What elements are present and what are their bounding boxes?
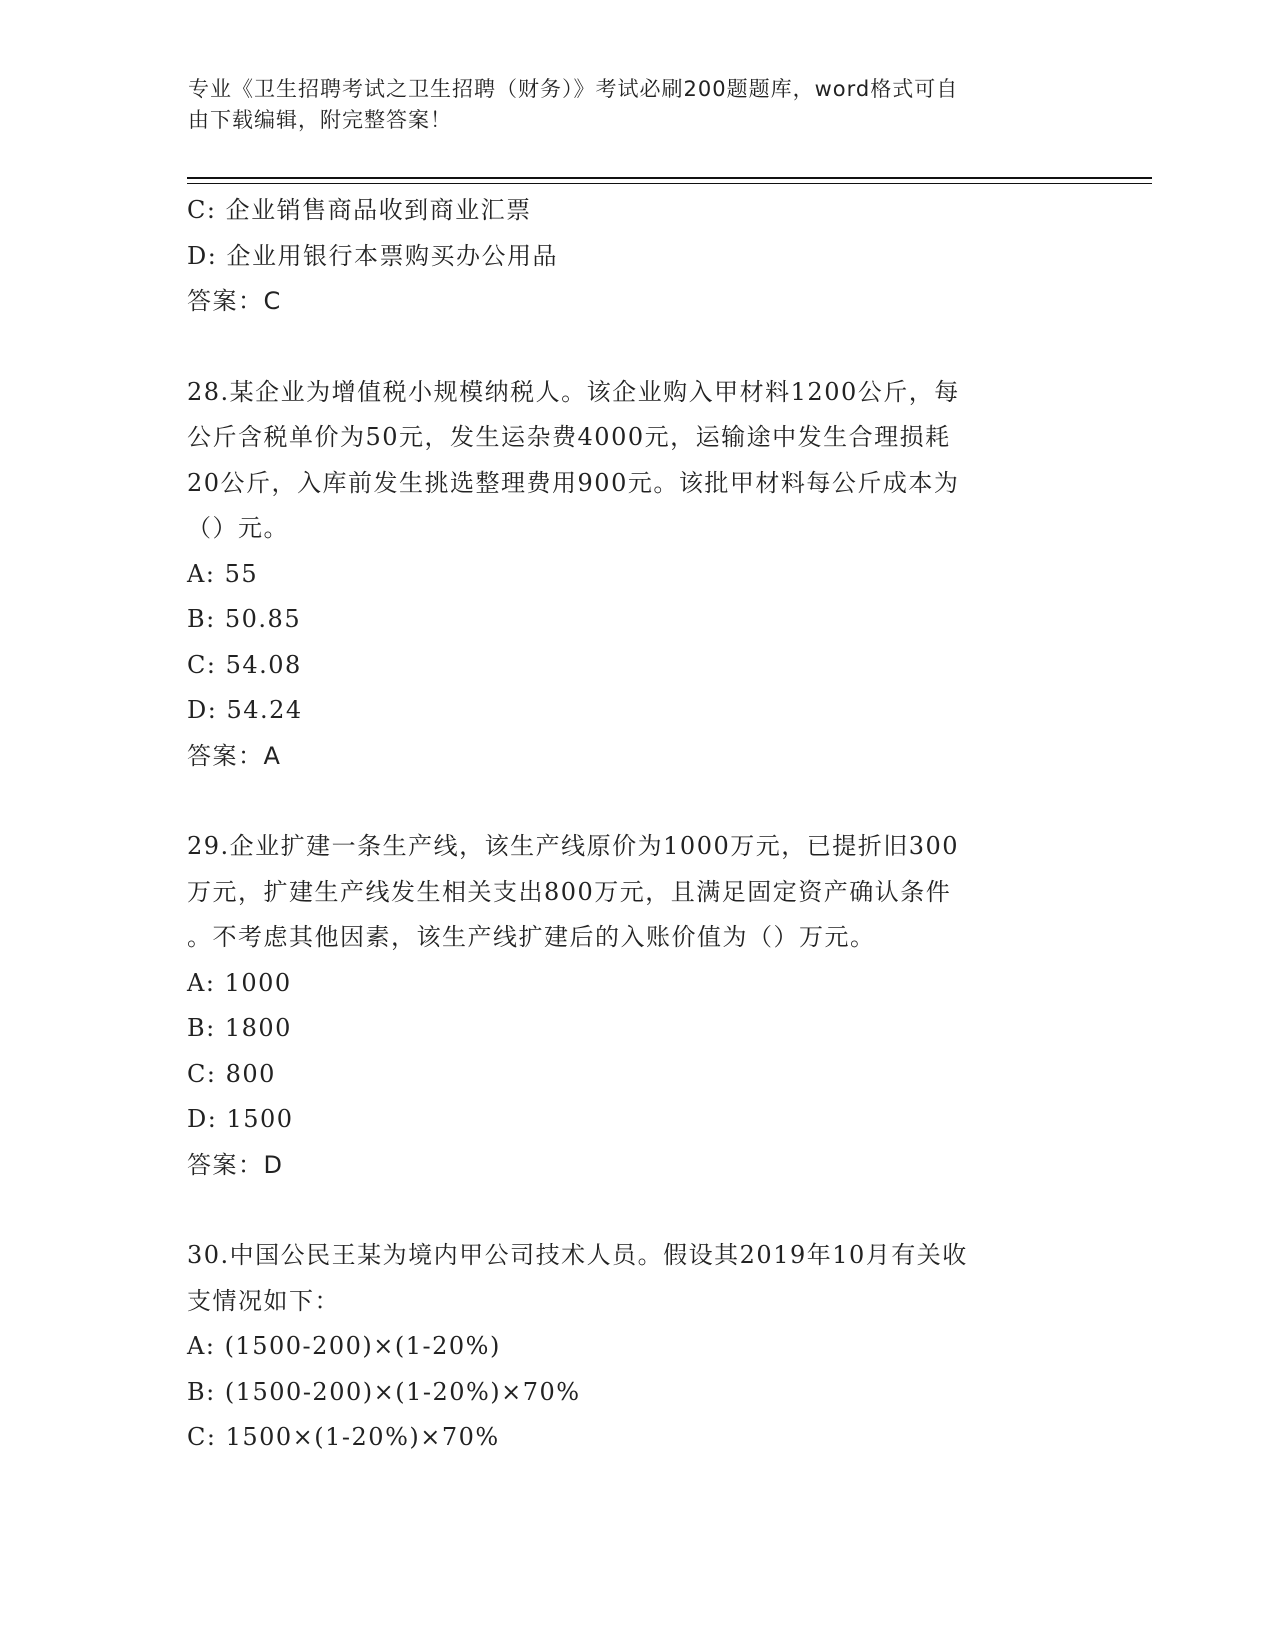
question-stem-line: 万元，扩建生产线发生相关支出800万元，且满足固定资产确认条件 bbox=[187, 877, 952, 906]
question-stem-line: 30.中国公民王某为境内甲公司技术人员。假设其2019年10月有关收 bbox=[187, 1241, 968, 1269]
question-stem-line: （）元。 bbox=[187, 514, 289, 542]
option-text: 企业销售商品收到商业汇票 bbox=[225, 196, 532, 224]
option-c bbox=[187, 1052, 1087, 1098]
option-label: C: bbox=[187, 1059, 217, 1088]
question-30 bbox=[187, 1233, 1087, 1461]
option-label: D: bbox=[187, 1105, 218, 1133]
option-b bbox=[187, 597, 1087, 643]
option-label: A: bbox=[187, 968, 216, 997]
option-text: 1000 bbox=[224, 968, 292, 997]
header-rule-thin bbox=[187, 183, 1152, 184]
option-text: 800 bbox=[225, 1059, 276, 1088]
option-a bbox=[187, 1324, 1087, 1370]
header-line-1: 专业《卫生招聘考试之卫生招聘（财务）》考试必刷200题题库，word格式可自 bbox=[188, 77, 959, 101]
question-stem-line: 20公斤，入库前发生挑选整理费用900元。该批甲材料每公斤成本为 bbox=[187, 468, 960, 497]
option-d bbox=[187, 1097, 1087, 1143]
option-d bbox=[187, 234, 1087, 280]
question-28 bbox=[187, 370, 1087, 780]
option-text: (1500-200)×(1-20%) bbox=[224, 1332, 501, 1360]
answer-line: 答案：A bbox=[187, 741, 282, 770]
option-label: C: bbox=[187, 196, 217, 224]
option-text: 企业用银行本票购买办公用品 bbox=[226, 241, 558, 270]
question-stem-line: 。不考虑其他因素，该生产线扩建后的入账价值为（）万元。 bbox=[187, 923, 876, 951]
option-text: 54.08 bbox=[225, 650, 302, 679]
option-b bbox=[187, 1370, 1087, 1416]
option-text: 1500 bbox=[226, 1105, 294, 1133]
option-label: A: bbox=[187, 1332, 216, 1360]
option-text: 55 bbox=[224, 559, 259, 588]
option-label: B: bbox=[187, 1014, 216, 1042]
option-c bbox=[187, 188, 1087, 234]
answer-line: 答案：C bbox=[187, 287, 282, 315]
option-text: 54.24 bbox=[226, 696, 303, 724]
option-d bbox=[187, 688, 1087, 734]
option-text: (1500-200)×(1-20%)×70% bbox=[224, 1377, 581, 1406]
question-content bbox=[187, 188, 1087, 1461]
previous-question-tail bbox=[187, 188, 1087, 325]
option-b bbox=[187, 1006, 1087, 1052]
option-c bbox=[187, 643, 1087, 689]
option-label: D: bbox=[187, 696, 218, 724]
option-a bbox=[187, 961, 1087, 1007]
option-c bbox=[187, 1415, 1087, 1461]
option-text: 1800 bbox=[224, 1014, 292, 1042]
option-label: B: bbox=[187, 605, 216, 633]
option-a bbox=[187, 552, 1087, 598]
question-stem-line: 28.某企业为增值税小规模纳税人。该企业购入甲材料1200公斤，每 bbox=[187, 377, 960, 406]
question-stem-line: 支情况如下： bbox=[187, 1286, 340, 1315]
question-stem-line: 公斤含税单价为50元，发生运杂费4000元，运输途中发生合理损耗 bbox=[187, 423, 951, 451]
header-line-2: 由下载编辑，附完整答案！ bbox=[188, 108, 452, 132]
option-label: A: bbox=[187, 559, 216, 588]
option-label: C: bbox=[187, 650, 217, 679]
document-header bbox=[188, 74, 1068, 136]
option-text: 1500×(1-20%)×70% bbox=[225, 1423, 500, 1451]
question-stem-line: 29.企业扩建一条生产线，该生产线原价为1000万元，已提折旧300 bbox=[187, 832, 960, 860]
answer-line: 答案：D bbox=[187, 1150, 284, 1179]
option-label: D: bbox=[187, 241, 218, 270]
option-text: 50.85 bbox=[224, 605, 302, 633]
option-label: B: bbox=[187, 1377, 216, 1406]
header-rule-thick bbox=[187, 177, 1152, 179]
question-29 bbox=[187, 824, 1087, 1188]
option-label: C: bbox=[187, 1423, 217, 1451]
